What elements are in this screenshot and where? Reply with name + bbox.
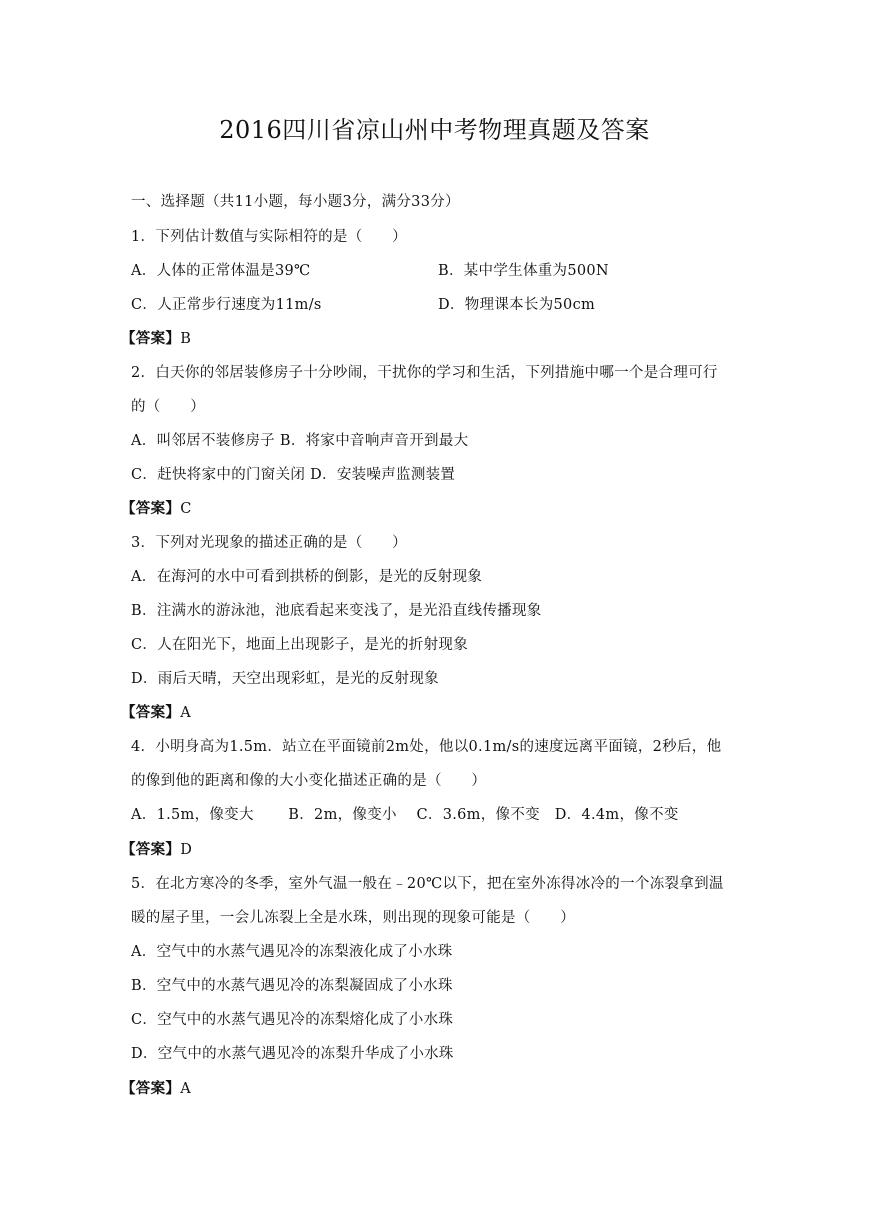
question-2-stem-line-2: 的（ ）	[131, 399, 205, 415]
question-5-option-a: A．空气中的水蒸气遇见冷的冻梨液化成了小水珠	[131, 944, 453, 960]
question-4-options: A．1.5m，像变大 B．2m，像变小 C．3.6m，像不变 D．4.4m，像不变	[131, 807, 679, 823]
question-1-option-d: D．物理课本长为50cm	[438, 297, 596, 313]
question-5-stem-line-1: 5．在北方寒冷的冬季，室外气温一般在﹣20℃以下，把在室外冻得冰冷的一个冻裂拿到温	[131, 876, 724, 892]
section-heading: 一、选择题（共11小题，每小题3分，满分33分）	[131, 194, 460, 210]
question-3-option-d: D．雨后天晴，天空出现彩虹，是光的反射现象	[131, 671, 439, 687]
answer-value: D	[180, 842, 193, 858]
question-3-option-b: B．注满水的游泳池，池底看起来变浅了，是光沿直线传播现象	[131, 603, 542, 619]
question-1-option-a: A．人体的正常体温是39℃	[131, 263, 311, 279]
question-3-option-a: A．在海河的水中可看到拱桥的倒影，是光的反射现象	[131, 569, 483, 585]
question-1-option-b: B．某中学生体重为500N	[438, 263, 609, 279]
answer-label: 【答案】	[121, 704, 181, 721]
question-5-stem-line-2: 暖的屋子里，一会儿冻裂上全是水珠，则出现的现象可能是（ ）	[131, 910, 575, 926]
question-5-option-d: D．空气中的水蒸气遇见冷的冻梨升华成了小水珠	[131, 1046, 454, 1062]
question-1-stem: 1．下列估计数值与实际相符的是（ ）	[131, 229, 407, 245]
question-4-answer	[121, 840, 192, 860]
question-5-option-c: C．空气中的水蒸气遇见冷的冻梨熔化成了小水珠	[131, 1012, 454, 1028]
question-3-option-c: C．人在阳光下，地面上出现影子，是光的折射现象	[131, 637, 468, 653]
answer-value: A	[180, 1081, 191, 1097]
question-2-options-ab: A．叫邻居不装修房子 B．将家中音响声音开到最大	[131, 433, 469, 449]
question-4-stem-line-1: 4．小明身高为1.5m．站立在平面镜前2m处，他以0.1m/s的速度远离平面镜，2秒后，他	[131, 739, 722, 755]
question-2-stem-line-1: 2．白天你的邻居装修房子十分吵闹，干扰你的学习和生活，下列措施中哪一个是合理可行	[131, 365, 718, 381]
answer-label: 【答案】	[121, 1080, 181, 1097]
question-2-options-cd: C．赶快将家中的门窗关闭 D．安装噪声监测装置	[131, 467, 456, 483]
answer-value: A	[180, 705, 191, 721]
answer-label: 【答案】	[121, 841, 181, 858]
question-2-answer	[121, 499, 192, 519]
question-5-option-b: B．空气中的水蒸气遇见冷的冻梨凝固成了小水珠	[131, 978, 453, 994]
answer-value: B	[180, 331, 192, 347]
document-title: 2016四川省凉山州中考物理真题及答案	[219, 116, 650, 144]
answer-value: C	[180, 501, 192, 517]
question-1-answer	[121, 329, 191, 349]
question-4-stem-line-2: 的像到他的距离和像的大小变化描述正确的是（ ）	[131, 773, 487, 789]
question-3-answer	[121, 703, 191, 723]
question-3-stem: 3．下列对光现象的描述正确的是（ ）	[131, 535, 407, 551]
question-1-option-c: C．人正常步行速度为11m/s	[131, 297, 322, 313]
answer-label: 【答案】	[121, 330, 181, 347]
question-5-answer	[121, 1079, 191, 1099]
answer-label: 【答案】	[121, 500, 181, 517]
